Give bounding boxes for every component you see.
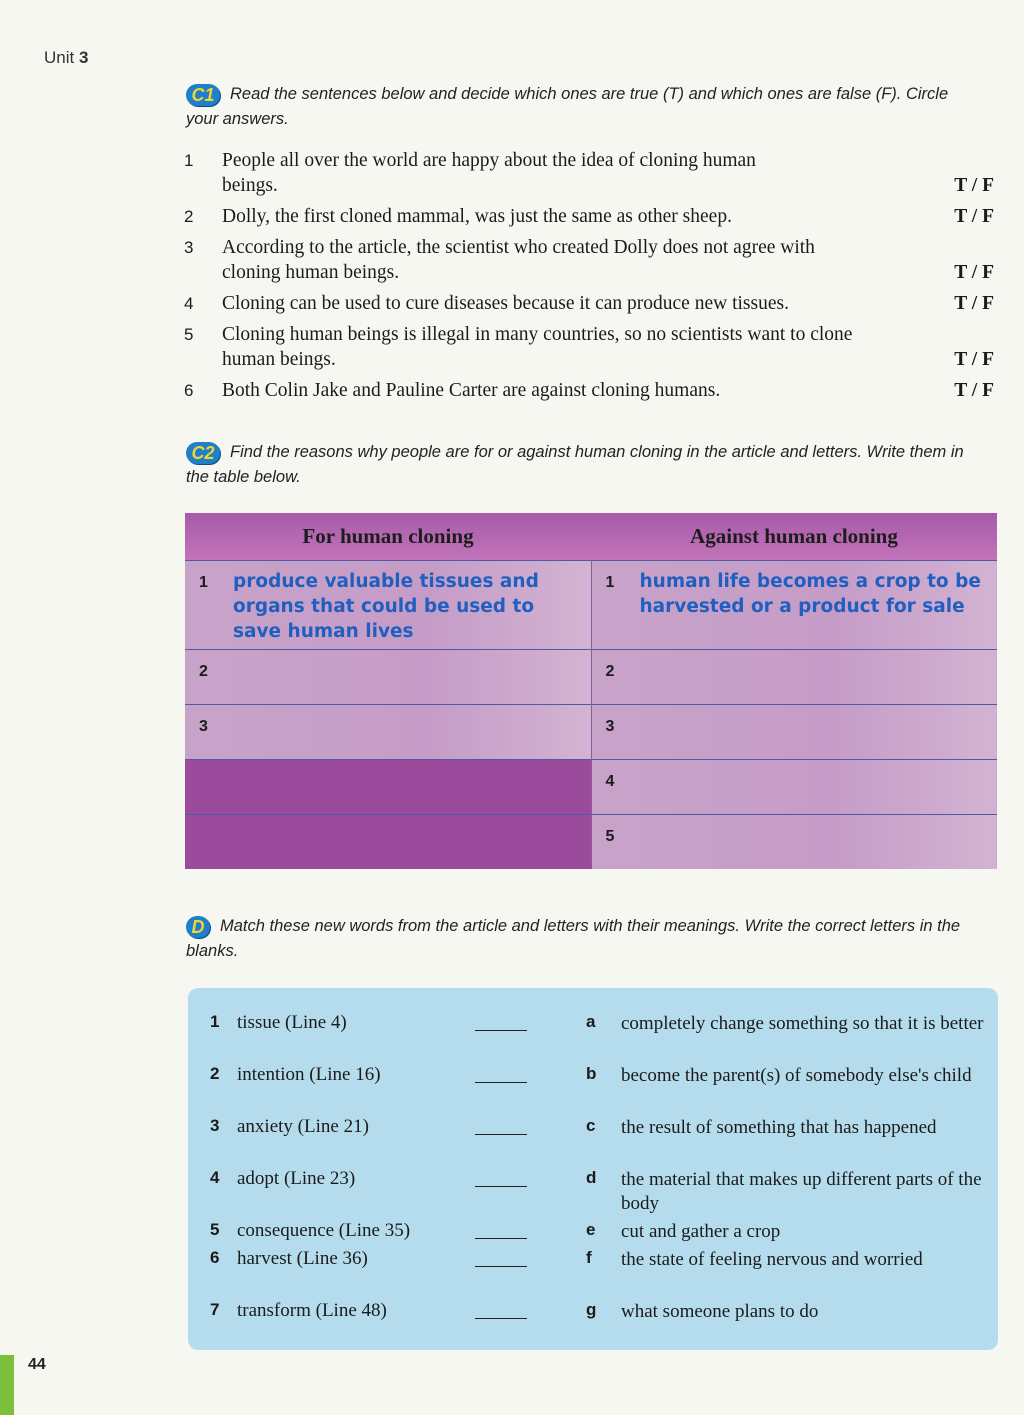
definition-letter: c (586, 1116, 596, 1135)
tf-item-number: 1 (184, 151, 194, 170)
word-number: 4 (210, 1168, 220, 1187)
against-column-header: Against human cloning (591, 513, 997, 561)
definition-letter: a (586, 1012, 596, 1031)
tf-item-number: 2 (184, 207, 194, 226)
tf-item-text: People all over the world are happy about the idea of cloning human beings. (222, 150, 756, 196)
for-reason-number: 3 (199, 718, 208, 735)
tf-answer-choice[interactable]: T / F (954, 175, 994, 196)
definition-letter: f (586, 1248, 592, 1267)
against-reason-cell[interactable] (591, 815, 997, 870)
for-reason-cell[interactable] (185, 650, 591, 705)
for-column-header: For human cloning (185, 513, 591, 561)
unit-number: 3 (78, 48, 89, 67)
c1-instruction-block (186, 82, 976, 132)
tf-item-number: 4 (184, 294, 194, 313)
against-reason-cell[interactable] (591, 561, 997, 650)
definition-text: become the parent(s) of somebody else's child (621, 1065, 972, 1086)
matching-exercise-box (188, 988, 998, 1350)
answer-blank[interactable] (475, 1238, 527, 1239)
against-reason-number: 5 (605, 828, 615, 845)
answer-blank[interactable] (475, 1318, 527, 1319)
for-reason-cell[interactable] (185, 705, 591, 760)
page-number-bar (0, 1355, 14, 1415)
tf-item-text: Both Colin Jake and Pauline Carter are against cloning humans. (222, 380, 721, 401)
tf-item (182, 235, 1002, 285)
answer-blank[interactable] (475, 1030, 527, 1031)
unit-label (44, 48, 88, 68)
for-against-table (185, 513, 997, 869)
page-number: 44 (28, 1356, 46, 1373)
empty-cell (185, 760, 591, 815)
for-reason-number: 2 (199, 663, 208, 680)
tf-answer-choice[interactable]: T / F (954, 349, 994, 370)
tf-answer-choice[interactable]: T / F (954, 206, 994, 227)
word-number: 2 (210, 1064, 220, 1083)
d-badge: D (186, 916, 210, 938)
word-number: 1 (210, 1012, 220, 1031)
tf-answer-choice[interactable]: T / F (954, 293, 994, 314)
against-reason-number: 3 (605, 718, 615, 735)
definition-letter: b (586, 1064, 597, 1083)
for-reason-cell[interactable] (185, 561, 591, 650)
vocab-word: anxiety (Line 21) (237, 1116, 369, 1137)
definition-text: what someone plans to do (621, 1301, 819, 1322)
against-reason-answer (640, 658, 986, 681)
against-reason-cell[interactable] (591, 760, 997, 815)
tf-item-number: 6 (184, 381, 194, 400)
word-number: 3 (210, 1116, 220, 1135)
against-reason-number: 1 (605, 574, 615, 591)
tf-item (182, 322, 1002, 372)
tf-item (182, 291, 1002, 316)
tf-item-text: Cloning can be used to cure diseases because it can produce new tissues. (222, 293, 789, 314)
tf-item-number: 3 (184, 238, 194, 257)
d-instruction: Match these new words from the article and letters with their meanings. Write the correct letters in the blanks. (186, 917, 961, 960)
definition-text: the result of something that has happened (621, 1117, 937, 1138)
answer-blank[interactable] (475, 1186, 527, 1187)
definition-letter: d (586, 1168, 597, 1187)
against-reason-number: 2 (605, 663, 615, 680)
empty-cell (185, 815, 591, 870)
answer-blank[interactable] (475, 1134, 527, 1135)
unit-prefix: Unit (44, 48, 75, 67)
for-reason-answer (233, 713, 579, 736)
c2-instruction: Find the reasons why people are for or against human cloning in the article and letters. Write them in the table below. (186, 443, 964, 486)
for-reason-answer (233, 658, 579, 681)
tf-item (182, 378, 1002, 403)
tf-answer-choice[interactable]: T / F (954, 262, 994, 283)
for-reason-answer: produce valuable tissues and organs that could be used to save human lives (233, 571, 539, 642)
true-false-list (182, 148, 1002, 409)
tf-item-text: According to the article, the scientist who created Dolly does not agree with cloning human beings. (222, 237, 815, 283)
definition-letter: g (586, 1300, 597, 1319)
tf-item (182, 204, 1002, 229)
word-number: 7 (210, 1300, 220, 1319)
c2-instruction-block (186, 440, 976, 490)
word-number: 6 (210, 1248, 220, 1267)
tf-item-text: Cloning human beings is illegal in many countries, so no scientists want to clone human beings. (222, 324, 853, 370)
against-reason-answer (640, 823, 986, 846)
against-reason-answer: human life becomes a crop to be harvested or a product for sale (639, 571, 981, 617)
against-reason-cell[interactable] (591, 650, 997, 705)
vocab-word: adopt (Line 23) (237, 1168, 356, 1189)
c2-badge: C2 (186, 442, 220, 464)
tf-item (182, 148, 1002, 198)
tf-item-number: 5 (184, 325, 194, 344)
tf-answer-choice[interactable]: T / F (954, 380, 994, 401)
against-reason-answer (640, 768, 986, 791)
answer-blank[interactable] (475, 1266, 527, 1267)
tf-item-text: Dolly, the first cloned mammal, was just the same as other sheep. (222, 206, 732, 227)
definition-text: the material that makes up different parts of the body (621, 1169, 982, 1214)
word-number: 5 (210, 1220, 220, 1239)
against-reason-cell[interactable] (591, 705, 997, 760)
definition-text: the state of feeling nervous and worried (621, 1249, 923, 1270)
definition-text: completely change something so that it is better (621, 1013, 984, 1034)
vocab-word: consequence (Line 35) (237, 1220, 411, 1241)
for-reason-number: 1 (199, 574, 208, 591)
d-instruction-block (186, 914, 976, 964)
c1-badge: C1 (186, 84, 220, 106)
definition-letter: e (586, 1220, 596, 1239)
vocab-word: transform (Line 48) (237, 1300, 387, 1321)
definition-text: cut and gather a crop (621, 1221, 781, 1242)
against-reason-answer (640, 713, 986, 736)
c1-instruction: Read the sentences below and decide which ones are true (T) and which ones are false (F). Circle your answers. (186, 85, 949, 128)
vocab-word: tissue (Line 4) (237, 1012, 347, 1033)
against-reason-number: 4 (605, 773, 615, 790)
vocab-word: harvest (Line 36) (237, 1248, 368, 1269)
vocab-word: intention (Line 16) (237, 1064, 381, 1085)
answer-blank[interactable] (475, 1082, 527, 1083)
